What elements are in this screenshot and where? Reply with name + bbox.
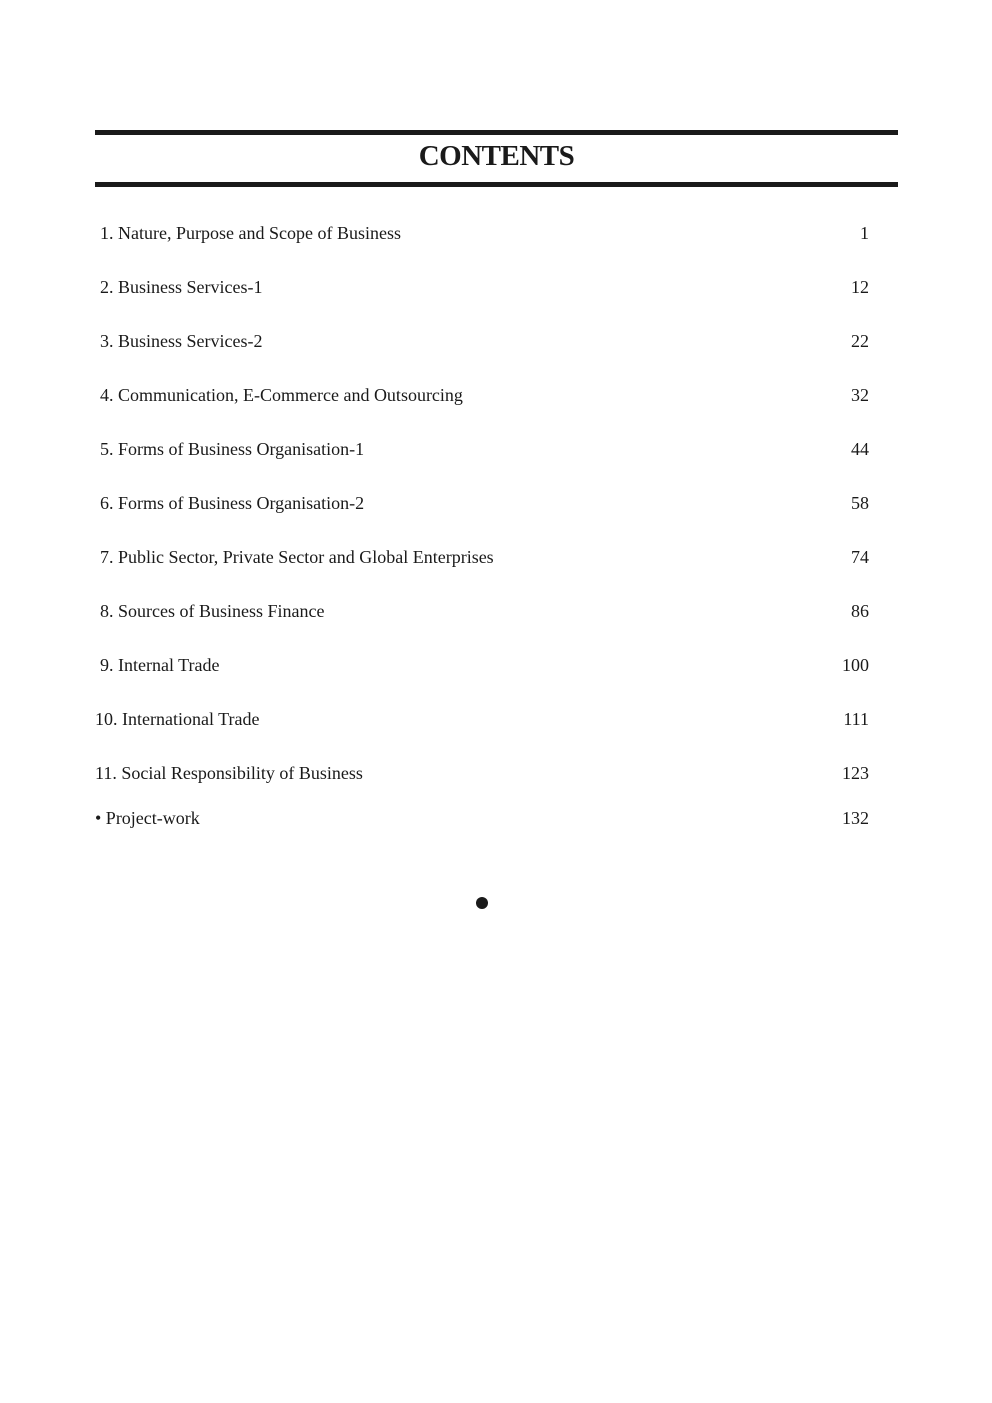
toc-entry-title: 5. Forms of Business Organisation-1 xyxy=(100,439,365,459)
toc-entry xyxy=(100,601,869,622)
toc-entry xyxy=(100,223,869,244)
toc-entry xyxy=(95,808,869,829)
toc-entry-page: 12 xyxy=(851,277,869,297)
toc-entry xyxy=(100,331,869,352)
toc-entry-page: 132 xyxy=(842,808,869,828)
toc-entry xyxy=(95,763,869,784)
toc-entry-title: 7. Public Sector, Private Sector and Global Enterprises xyxy=(100,547,494,567)
toc-entry-title: 9. Internal Trade xyxy=(100,655,220,675)
toc-entry xyxy=(100,439,869,460)
toc-entry xyxy=(100,547,869,568)
toc-entry xyxy=(100,655,869,676)
toc-entry-page: 123 xyxy=(842,763,869,783)
toc-entry-title: 3. Business Services-2 xyxy=(100,331,263,351)
toc-entry-title: 6. Forms of Business Organisation-2 xyxy=(100,493,365,513)
toc-entry-title: 11. Social Responsibility of Business xyxy=(95,763,363,783)
toc-entry-page: 44 xyxy=(851,439,869,459)
toc-entry-title: 8. Sources of Business Finance xyxy=(100,601,325,621)
toc-entry-title: 1. Nature, Purpose and Scope of Business xyxy=(100,223,401,243)
toc-entry-title: 2. Business Services-1 xyxy=(100,277,263,297)
toc-entry-title: 4. Communication, E-Commerce and Outsourcing xyxy=(100,385,463,405)
toc-entry-page: 100 xyxy=(842,655,869,675)
toc-entry xyxy=(95,709,869,730)
end-bullet-icon xyxy=(476,897,488,909)
toc-entry xyxy=(100,385,869,406)
toc-entry-title: • Project-work xyxy=(95,808,200,828)
toc-entry-page: 22 xyxy=(851,331,869,351)
toc-entry-page: 111 xyxy=(843,709,869,729)
toc-entry xyxy=(100,493,869,514)
toc-entry-page: 32 xyxy=(851,385,869,405)
toc-entry-title: 10. International Trade xyxy=(95,709,260,729)
bottom-rule xyxy=(95,182,898,187)
toc-entry-page: 1 xyxy=(860,223,869,243)
toc-entry-page: 86 xyxy=(851,601,869,621)
toc-entry-page: 74 xyxy=(851,547,869,567)
page-title: CONTENTS xyxy=(418,140,575,172)
top-rule xyxy=(95,130,898,135)
toc-entry xyxy=(100,277,869,298)
toc-entry-page: 58 xyxy=(851,493,869,513)
